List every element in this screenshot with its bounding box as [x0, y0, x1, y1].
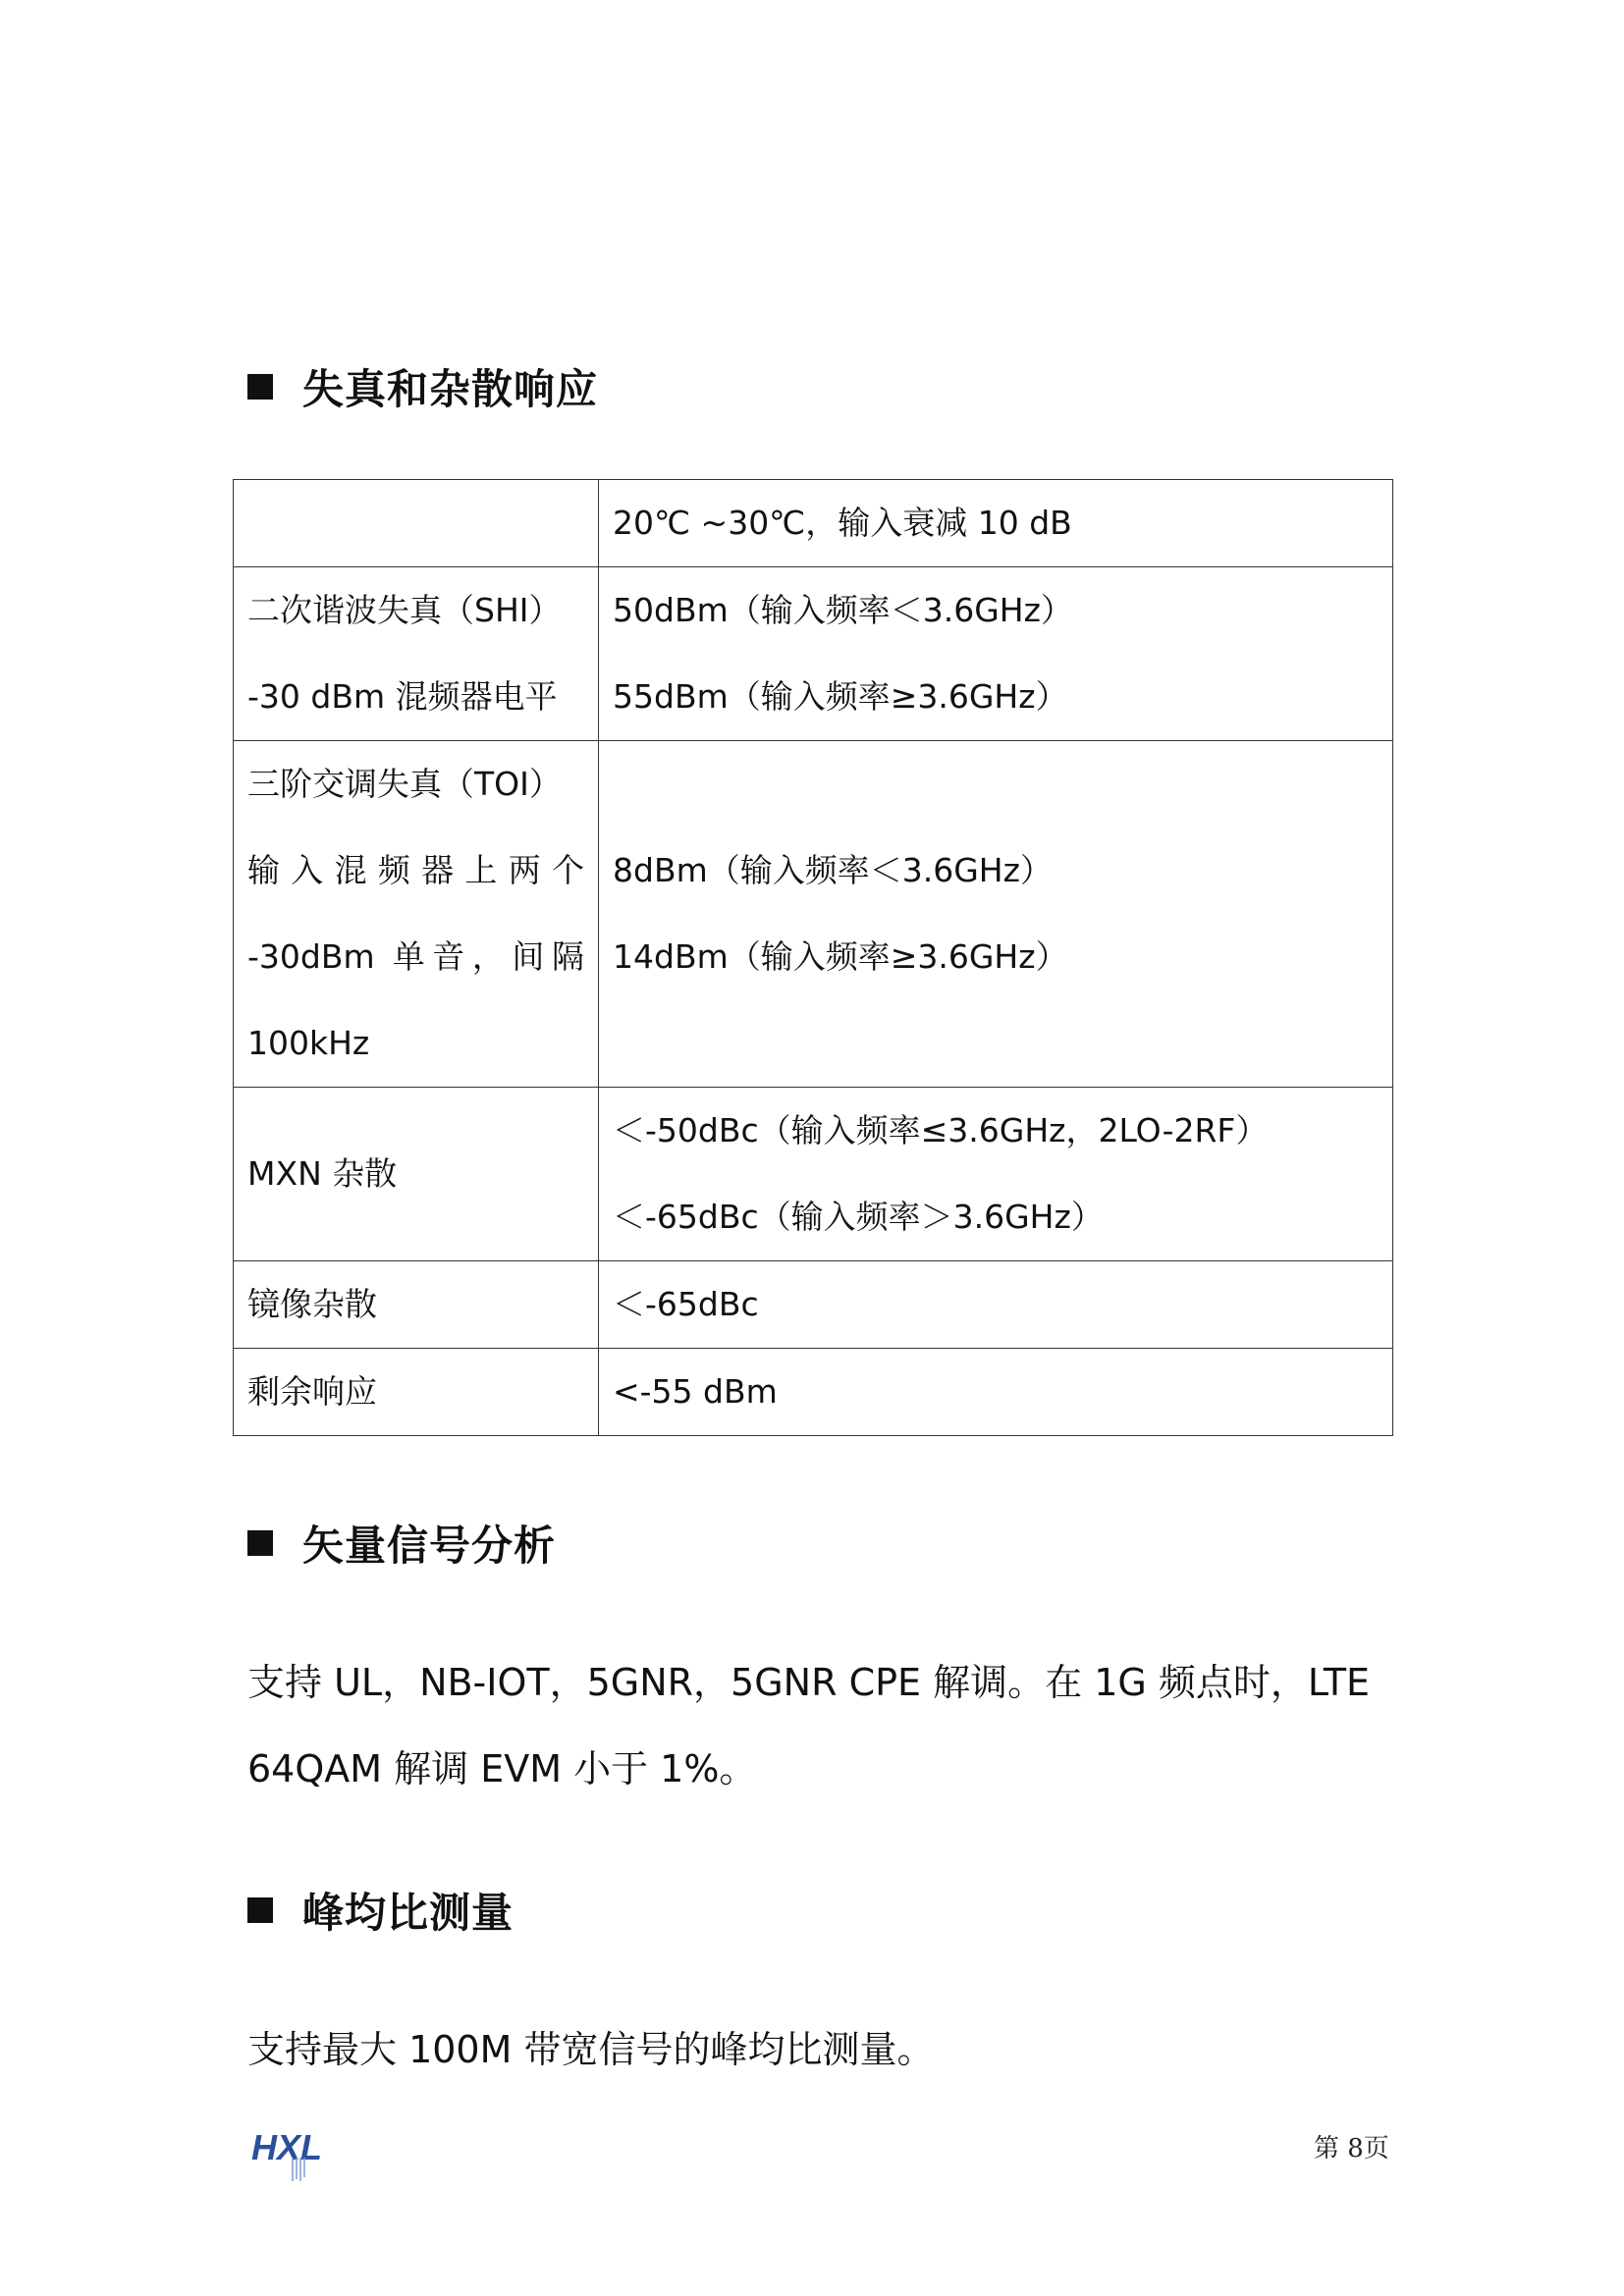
table-cell-value: 8dBm（输入频率＜3.6GHz） 14dBm（输入频率≥3.6GHz） [599, 741, 1393, 1088]
svg-text:HXL: HXL [251, 2127, 322, 2167]
table-row [234, 567, 1393, 741]
table-cell-value: 20℃ ~30℃，输入衰减 10 dB [599, 480, 1393, 567]
table-cell-label [234, 480, 599, 567]
square-bullet-icon [247, 1530, 273, 1556]
table-row [234, 480, 1393, 567]
square-bullet-icon [247, 1897, 273, 1923]
table-row [234, 1261, 1393, 1349]
table-cell-value: ＜-65dBc [599, 1261, 1393, 1349]
section-heading-vsa [247, 1514, 556, 1573]
vsa-paragraph-line-2: 64QAM 解调 EVM 小于 1%。 [247, 1747, 757, 1790]
section-title: 矢量信号分析 [302, 1522, 557, 1570]
table-cell-label: 镜像杂散 [234, 1261, 599, 1349]
table-row [234, 741, 1393, 1088]
table-cell-label: 剩余响应 [234, 1349, 599, 1436]
section-title: 峰均比测量 [302, 1889, 514, 1937]
table-cell-value: ＜-50dBc（输入频率≤3.6GHz，2LO-2RF） ＜-65dBc（输入频率＞3.6GHz） [599, 1088, 1393, 1261]
vsa-paragraph-line-1: 支持 UL，NB-IOT，5GNR，5GNR CPE 解调。在 1G 频点时，LTE [247, 1661, 1371, 1704]
section-heading-distortion [247, 357, 598, 416]
distortion-spec-table [233, 479, 1393, 1436]
table-row [234, 1349, 1393, 1436]
section-heading-papr [247, 1881, 514, 1940]
table-cell-label: MXN 杂散 [234, 1088, 599, 1261]
company-logo [249, 2124, 359, 2183]
table-cell-label: 三阶交调失真（TOI） 输入混频器上两个 -30dBm 单音，间隔 100kHz [234, 741, 599, 1088]
table-row [234, 1088, 1393, 1261]
table-cell-label: 二次谐波失真（SHI） -30 dBm 混频器电平 [234, 567, 599, 741]
table-cell-value: 50dBm（输入频率＜3.6GHz） 55dBm（输入频率≥3.6GHz） [599, 567, 1393, 741]
section-title: 失真和杂散响应 [302, 365, 599, 413]
square-bullet-icon [247, 374, 273, 400]
table-cell-value: <-55 dBm [599, 1349, 1393, 1436]
papr-paragraph: 支持最大 100M 带宽信号的峰均比测量。 [247, 2028, 935, 2071]
page-number: 第 8页 [1314, 2134, 1389, 2163]
